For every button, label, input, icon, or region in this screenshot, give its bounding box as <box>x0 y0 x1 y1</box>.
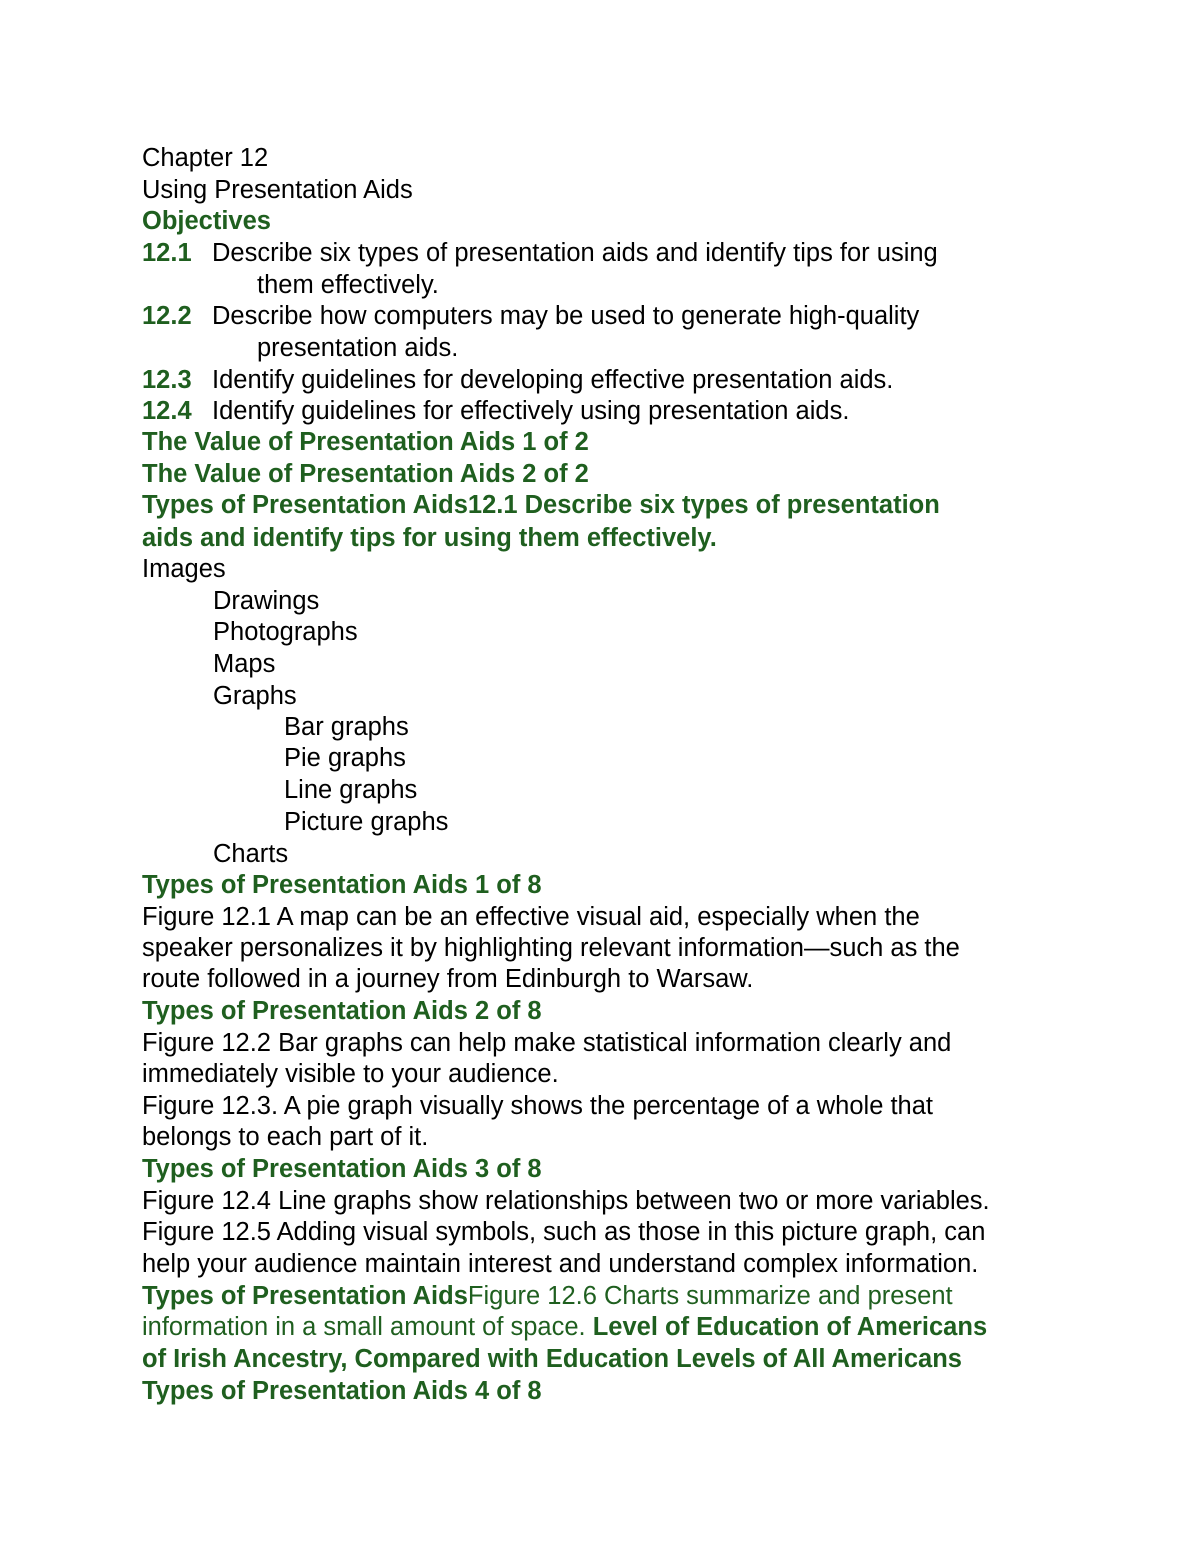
figure-caption: belongs to each part of it. <box>142 1123 429 1151</box>
figure-caption: speaker personalizes it by highlighting relevant information—such as the <box>142 934 960 962</box>
objective-item <box>142 364 893 396</box>
objective-item <box>142 300 919 332</box>
objective-text: Identify guidelines for effectively using presentation aids. <box>212 397 850 425</box>
outline-item-maps: Maps <box>213 650 276 678</box>
chapter-title: Using Presentation Aids <box>142 176 413 204</box>
objective-text-continued: presentation aids. <box>257 334 459 362</box>
figure-caption-chart-continued: information in a small amount of space. <box>142 1313 593 1341</box>
figure-caption: Figure 12.5 Adding visual symbols, such as those in this picture graph, can <box>142 1218 986 1246</box>
outline-item-pie-graphs: Pie graphs <box>284 744 406 772</box>
objective-text: Describe how computers may be used to generate high-quality <box>212 302 920 330</box>
figure-caption: route followed in a journey from Edinburgh to Warsaw. <box>142 965 754 993</box>
outline-item-images: Images <box>142 555 226 583</box>
section-heading-types-1: Types of Presentation Aids 1 of 8 <box>142 871 542 899</box>
outline-item-charts: Charts <box>213 840 289 868</box>
outline-item-photographs: Photographs <box>213 618 358 646</box>
objective-text-continued: them effectively. <box>257 271 439 299</box>
section-heading-types-chart: Types of Presentation Aids <box>142 1282 468 1310</box>
chart-title-continued: of Irish Ancestry, Compared with Education Levels of All Americans <box>142 1345 962 1373</box>
chart-title: Level of Education of Americans <box>592 1313 988 1341</box>
section-heading-types-intro-continued: aids and identify tips for using them effectively. <box>142 524 717 552</box>
section-heading-value-2: The Value of Presentation Aids 2 of 2 <box>142 460 589 488</box>
figure-caption: help your audience maintain interest and understand complex information. <box>142 1250 979 1278</box>
outline-item-line-graphs: Line graphs <box>284 776 418 804</box>
objective-text: Identify guidelines for developing effective presentation aids. <box>212 366 894 394</box>
objective-number: 12.4 <box>142 397 192 425</box>
section-heading-types-intro: Types of Presentation Aids12.1 Describe six types of presentation <box>142 491 940 519</box>
section-heading-types-2: Types of Presentation Aids 2 of 8 <box>142 997 542 1025</box>
figure-caption: Figure 12.2 Bar graphs can help make statistical information clearly and <box>142 1029 952 1057</box>
figure-caption: Figure 12.3. A pie graph visually shows the percentage of a whole that <box>142 1092 933 1120</box>
chapter-number: Chapter 12 <box>142 144 269 172</box>
outline-item-drawings: Drawings <box>213 587 320 615</box>
figure-caption-chart: Figure 12.6 Charts summarize and present <box>467 1282 953 1310</box>
objective-number: 12.1 <box>142 239 192 267</box>
objective-item <box>142 237 938 269</box>
section-types-chart-line2 <box>142 1311 987 1343</box>
figure-caption: immediately visible to your audience. <box>142 1060 559 1088</box>
section-types-chart-line1 <box>142 1280 953 1312</box>
figure-caption: Figure 12.4 Line graphs show relationships between two or more variables. <box>142 1187 990 1215</box>
outline-item-picture-graphs: Picture graphs <box>284 808 449 836</box>
objective-number: 12.2 <box>142 302 192 330</box>
objective-text: Describe six types of presentation aids and identify tips for using <box>212 239 938 267</box>
outline-item-bar-graphs: Bar graphs <box>284 713 409 741</box>
objective-item <box>142 395 849 427</box>
section-heading-value-1: The Value of Presentation Aids 1 of 2 <box>142 428 589 456</box>
objectives-heading: Objectives <box>142 207 271 235</box>
figure-caption: Figure 12.1 A map can be an effective visual aid, especially when the <box>142 903 920 931</box>
section-heading-types-3: Types of Presentation Aids 3 of 8 <box>142 1155 542 1183</box>
outline-item-graphs: Graphs <box>213 682 297 710</box>
objective-number: 12.3 <box>142 366 192 394</box>
section-heading-types-4: Types of Presentation Aids 4 of 8 <box>142 1377 542 1405</box>
